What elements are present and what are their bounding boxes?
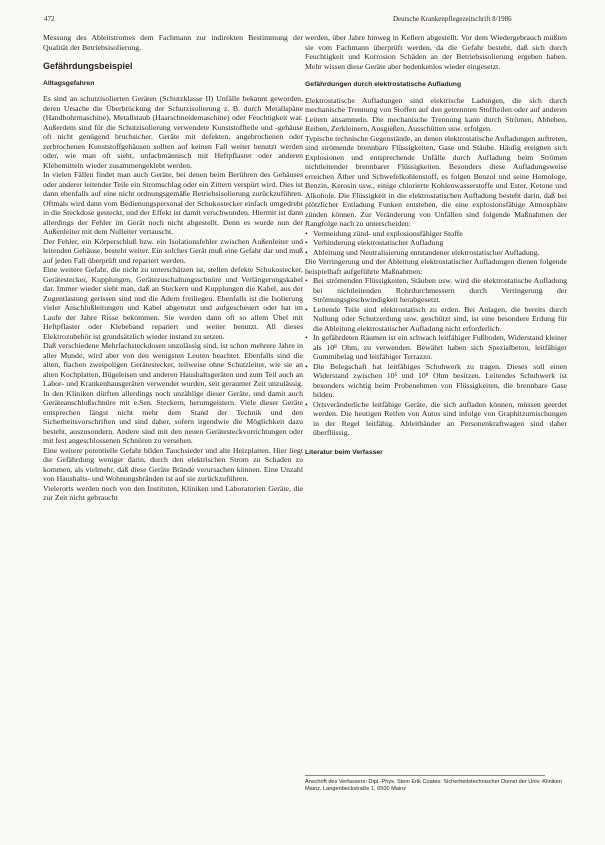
subsection-heading: Gefährdungen durch elektrostatische Aufladung: [305, 81, 462, 88]
paragraph: Eine weitere Gefahr, die nicht zu unterschätzen ist, stellen defekte Schukostecker, Gerätestecker, Kupplungen, Gerätezuschaltungsschnüre und Verlängerungskabel dar. Immer wieder sieht man, daß an Steckern und Kupplungen die Kabel, aus der Zugentlastung gerissen sind und die Adern freiliegen. Ebenfalls ist die Isolierung vieler Anschlußleitungen und Kabel abgenutzt und aufgescheuert oder hat im Laufe der Jahre Risse bekommen. Sie werden dann oft so allem Übel mit Heftpflaster oder Klebeband repariert und weiter benutzt. All dieses Elektrozubehör ist grundsätzlich wieder instand zu setzen.: [43, 265, 303, 341]
left-column: [43, 33, 303, 503]
author-address: [305, 775, 567, 793]
list-item: • In gefährdeten Räumen ist ein schwach leitfähiger Fußboden, Widerstand kleiner als 10⁸ Ohm, zu verwenden. Bewährt haben sich Spezialbeton, leitfähiger Gummibelag und leitfähiger Terrazzo.: [305, 333, 567, 362]
list-item: • Ortsveränderliche leitfähige Geräte, die sich aufladen können, müssen geerdet werden. Die heutigen Reifen von Autos sind infolge von Graphitzumischungen in der Regel leitfähig. Ableitbänder an Personenkraftwagen sind daher überflüssig.: [305, 400, 567, 438]
list-item: • Leitende Teile sind elektrostatisch zu erden. Bei Anlagen, die bereits durch Nullung oder Schutzerdung usw. geschützt sind, ist eine besondere Erdung für die Ableitung elektrostatischer Aufladung nicht erforderlich.: [305, 305, 567, 334]
list-item: • Verhinderung elektrostatischer Aufladung: [305, 238, 567, 248]
paragraph: Es sind an schutzisolierten Geräten (Schutzklasse II) Unfälle bekannt geworden, deren Ursache die Überbrückung der Schutzisolierung z. B. durch Metallspäne (Handbohrmaschine), Metallstaub (Haarschneidemaschine) oder Feuchtigkeit war. Außerdem sind für die Schutzisolierung verwendete Kunststoffteile und -gehäuse oft nicht genügend bruchsicher. Geräte mit defekten, angebrochenen oder zerbrochenen Kunststoffgehäusen sollten auf keinen Fall weiter benutzt werden oder, wie man oft sieht, unfachmännisch mit Heftpflaster oder anderen Klebemitteln wieder zusammengeklebt werden.: [43, 94, 303, 170]
paragraph: Typische technische Gegenstände, an denen elektrostatische Aufladungen auftreten, sind strömende brennbare Flüssigkeiten, Gase und Stäube. Häufig ereignen sich Explosionen und entsprechende Unfälle durch Aufladung beim Strömen nichtleitender brennbarer Flüssigkeiten. Besonders diese Aufladungsweise erreichen Äther und Schwefelkohlenstoff, es folgen Benzol und seine Homologe, Benzin, Kerosin usw., einige chlorierte Kohlenwasserstoffe und Ester, Ketone und Alkohole. Die Flüssigkeit in die elektrostatischen Aufladung besteht darin, daß bei plötzlicher Entladung Funken entstehen, die eine explosionsfähige Atmosphäre zünden können. Zur Veränderung von Unfällen sind folgende Maßnahmen der Rangfolge nach zu unterscheiden:: [305, 133, 567, 228]
page-number: 472: [44, 15, 55, 23]
examples-list: [305, 276, 567, 438]
list-item: • Bei strömenden Flüssigkeiten, Stäuben usw. wird die elektrostatische Aufladung bei nichtleitenden Rohrdurchmessern durch Verringerung der Strömungsgeschwindigkeit herabgesetzt.: [305, 276, 567, 305]
paragraph: Elektrostatische Aufladungen sind elektrische Ladungen, die sich durch mechanische Trennung von Stoffen auf den getrennten Stoffteilen oder auf anderen Leitern ansammeln. Die mechanische Trennung kann durch Strömen, Abheben, Reiben, Zerkleinern, Ausgießen, Ausschütten usw. erfolgen.: [305, 95, 567, 133]
paragraph: Die Verringerung und der Ableitung elektrostatischer Aufladungen dienen folgende beispielhaft aufgeführte Maßnahmen:: [305, 257, 567, 276]
literature-note: Literatur beim Verfasser: [305, 448, 383, 456]
paragraph: Eine weitere potentielle Gefahr bilden Tauchsieder und alte Heizplatten. Hier liegt die Gefährdung weniger darin, durch den elektrischen Strom zu Schaden zu kommen, als vielmehr, daß diese Geräte Brände verursachen können. Eine Unzahl von Haushalts- und Wohnungsbränden ist auf sie zurückzuführen.: [43, 445, 303, 483]
section-heading: Gefährdungsbeispiel: [43, 61, 133, 71]
paragraph: werden, über Jahre hinweg in Kellern abgestellt. Vor dem Wiedergebrauch müßten sie vom Fachmann überprüft werden, da die Gefahr besteht, daß sich durch Feuchtigkeit und Korrosion Schäden an der Betriebsisolierung ergeben haben. Mehr wissen diese Geräte aber bedenkenlos wieder eingesetzt.: [305, 33, 567, 71]
subsection-heading: Alltagsgefahren: [43, 79, 95, 87]
paragraph: Vielerorts werden noch von den Instituten, Kliniken und Laboratorien Geräte, die zur Zeit nicht gebraucht: [43, 483, 303, 502]
list-item: • Ableitung und Neutralisierung entstandener elektrostatischer Aufladung.: [305, 248, 567, 258]
list-item: • Die Belegschaft hat leitfähiges Schuhwerk zu tragen. Dieses soll einen Widerstand zwischen 10⁵ und 10⁸ Ohm besitzen. Leitendes Schuhwerk ist besonders wichtig beim Probenehmen von Flüssigkeiten, die brennbare Gase bilden.: [305, 362, 567, 400]
list-item: • Vermeidung zünd- und explosionsfähiger Stoffe: [305, 229, 567, 239]
footnote-rule: [305, 775, 545, 776]
right-column: [305, 33, 567, 463]
paragraph: In vielen Fällen findet man auch Geräte, bei denen beim Berühren des Gehäuses oder anderer leitender Teile ein Stromschlag oder ein Zittern verspürt wird. Dies ist dann ebenfalls auf eine nicht ordnungsgemäße Betriebsisolierung zurückzuführen. Oftmals wird dann vom Bedienungspersonal der Schukostecker einfach umgedreht in die Steckdose gesteckt, und der Effekt ist damit verschwunden. Hiermit ist dann allerdings der Fehler im Gerät noch nicht abgestellt. Denn es wurde nun der Außenleiter mit dem Nulleiter vertauscht.: [43, 170, 303, 236]
measures-list: [305, 229, 567, 258]
intro-paragraph: Messung des Ableitstromes dem Fachmann zur indirekten Bestimmung der Qualität der Betriebsisolierung.: [43, 33, 303, 52]
journal-title: Deutsche Krankenpflegezeitschrift 8/1986: [393, 15, 512, 23]
address-text: Anschrift des Verfassers: Dipl.-Phys. Stein Erik Coates: Sicherheitstechnischer Dienst der Univ.-Kliniken Mainz, Langenbeckstraße 1, 6500 Mainz: [305, 779, 563, 792]
paragraph: Daß verschiedene Mehrfachsteckdosen unzulässig sind, ist schon mehrere Jahre in aller Munde, wird aber von den wenigsten Leuten beachtet. Ebenfalls sind die alten, flachen zweipoligen Gerätestecker, teilweise ohne Schutzleiter, wie sie an alten Kochplatten, Bügeleisen und anderen Haushaltsgeräten und zum Teil auch an Labor- und Krankenhausgeräten verwendet wurden, seit geraumer Zeit unzulässig. In den Kliniken dürften allerdings noch unzählige dieser Geräte, und damit auch Geräteanschlußschnüre mit e.Sen. Steckern, herumgeistern. Viele dieser Geräte entsprechen längst nicht mehr dem Stand der Technik und den Sicherheitsvorschriften und sind daher, sofern irgendwie die Möglichkeit dazu besteht, auszusondern. Andere sind mit den neuen Gerätesteckvorrichtungen oder mit fest angeschlossenen Schnüren zu versehen.: [43, 341, 303, 445]
paragraph: Der Fehler, ein Körperschluß bzw. ein Isolationsfehler zwischen Außenleiter und leitenden Gehäuse, besteht weiter. Ein solches Gerät muß eine Gefahr dar und muß auf jeden Fall überprüft und repariert werden.: [43, 236, 303, 265]
